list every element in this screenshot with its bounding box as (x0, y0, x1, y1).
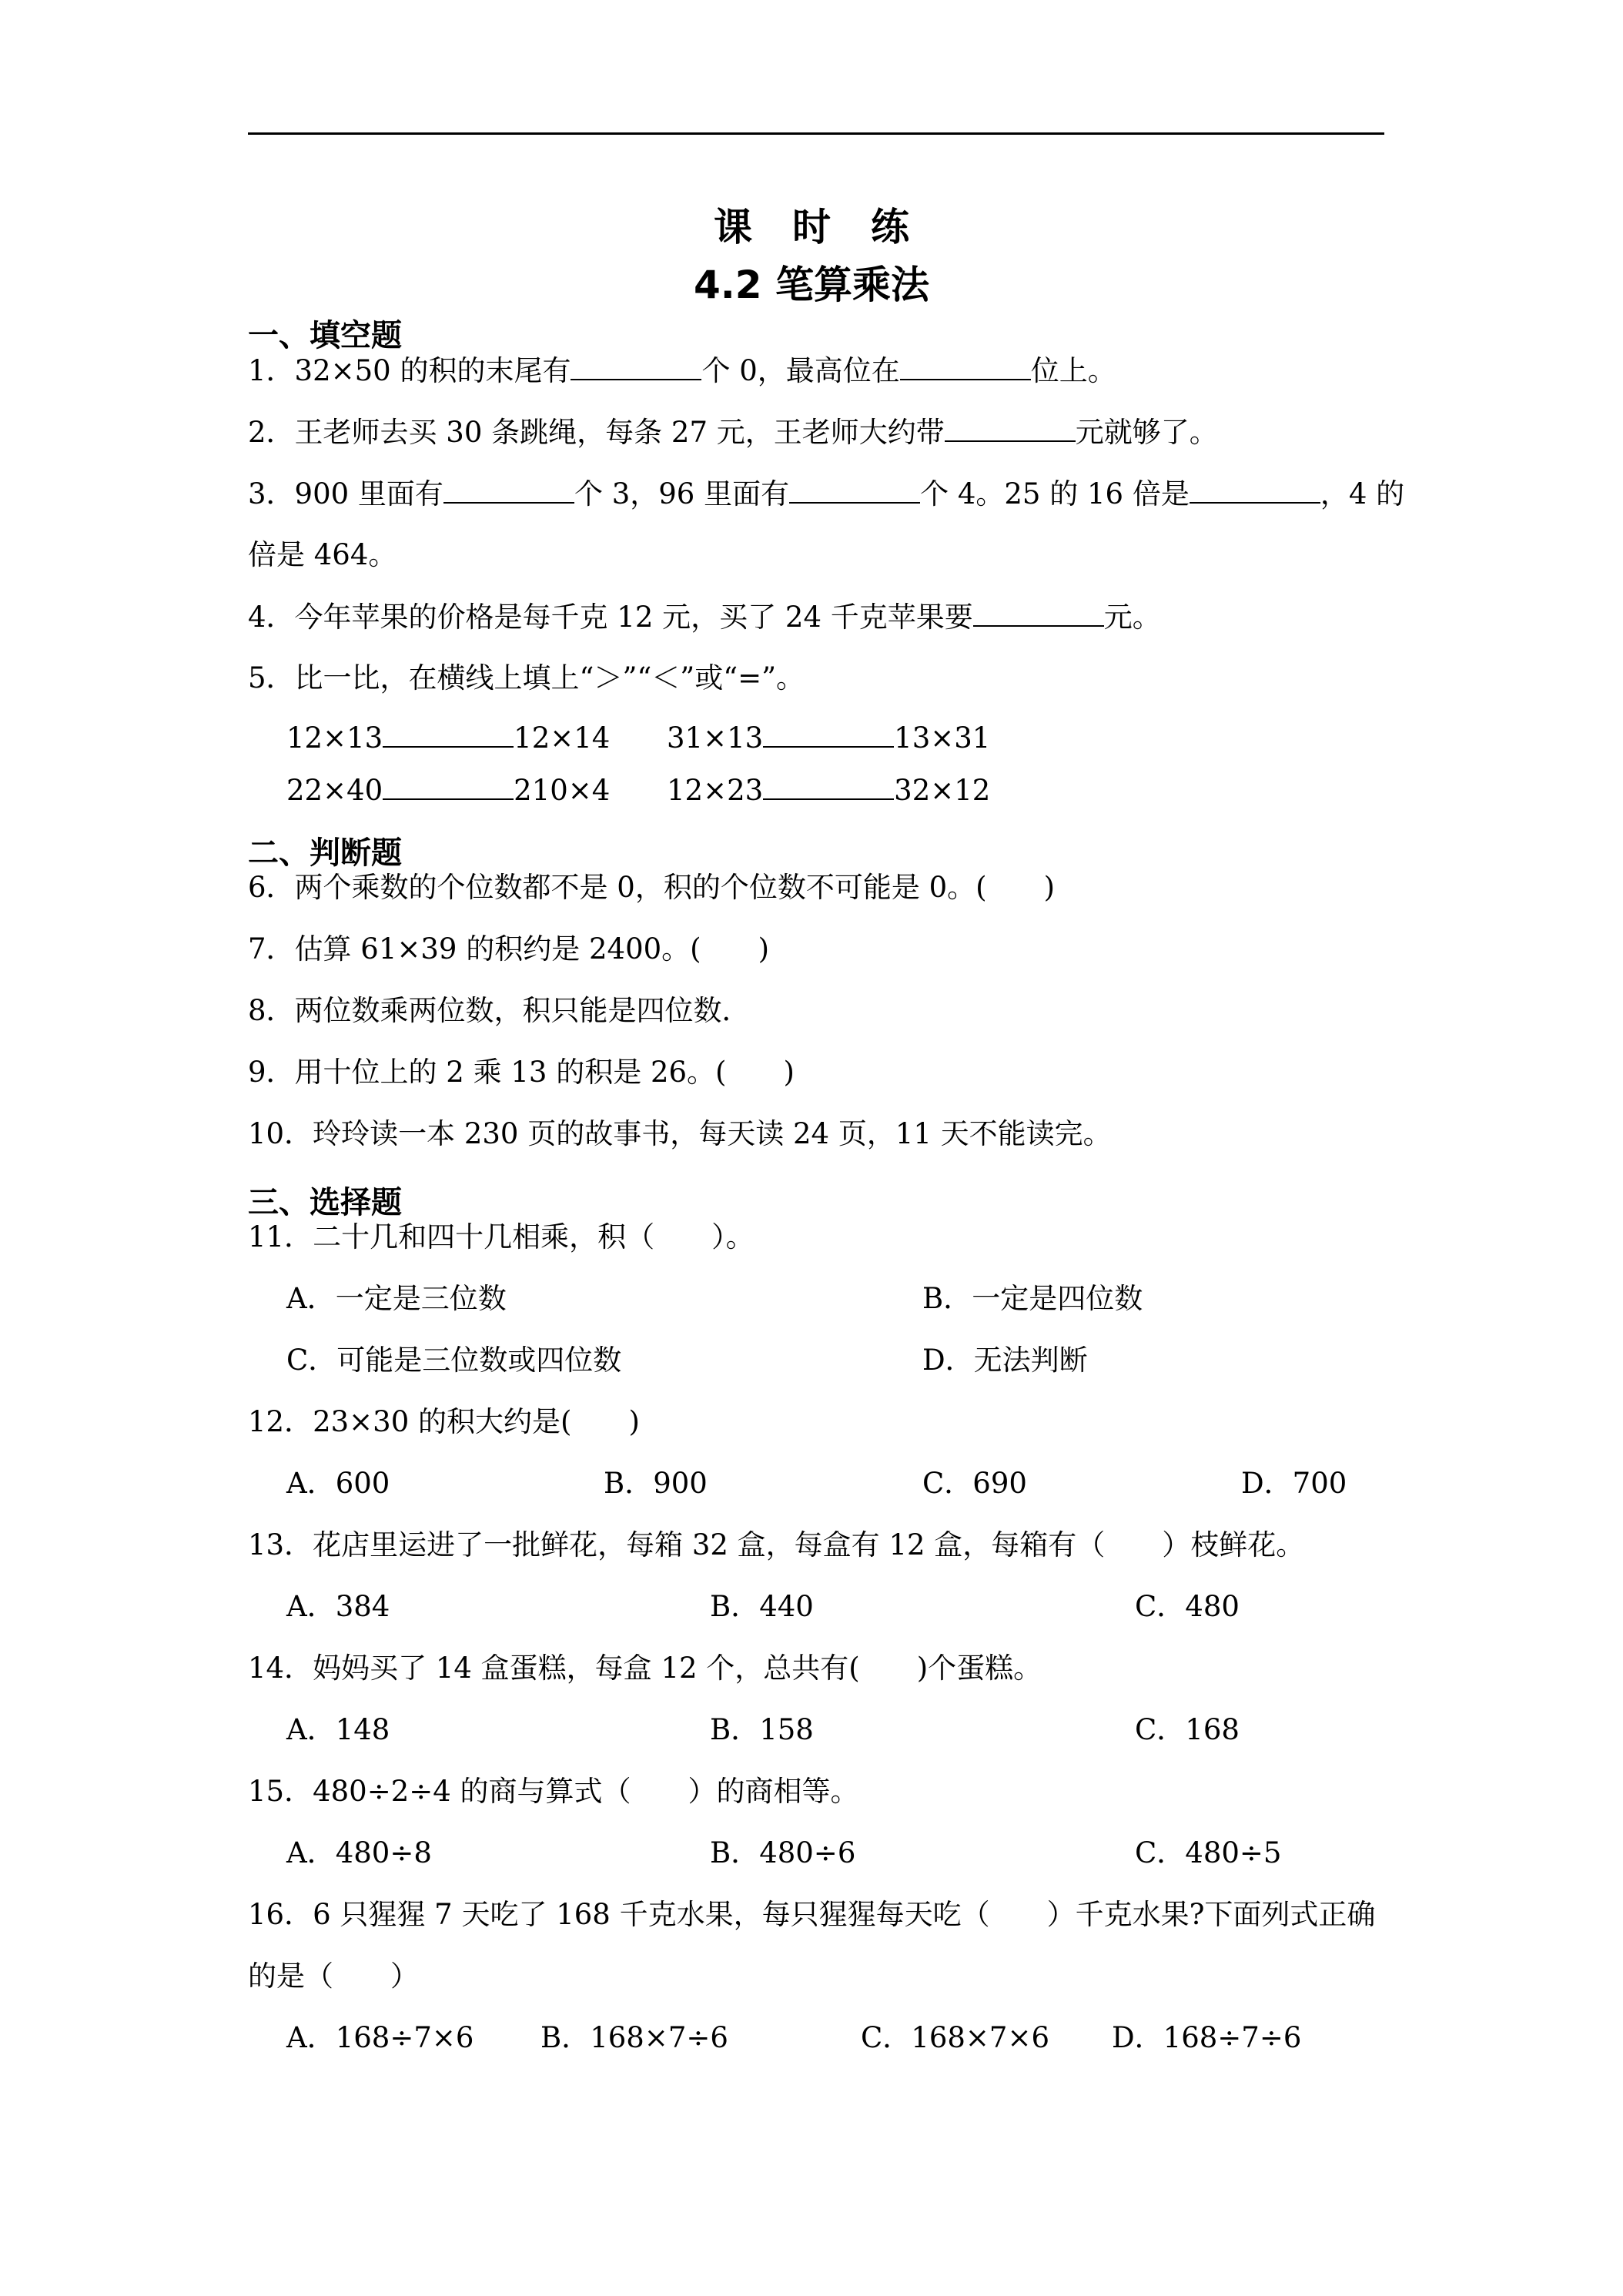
answer-blank[interactable] (443, 476, 574, 504)
compare-left: 22×40 (286, 774, 383, 807)
question-7: 7．估算 61×39 的积约是 2400。( ) (248, 932, 770, 966)
question-2 (248, 414, 1218, 450)
answer-blank[interactable] (763, 720, 894, 748)
option-c[interactable]: C．480 (1135, 1590, 1240, 1623)
answer-blank[interactable] (383, 772, 514, 800)
option-b[interactable]: B．480÷6 (710, 1836, 856, 1869)
question-text: 元就够了。 (1075, 416, 1218, 449)
page-title (0, 196, 1623, 252)
question-14: 14．妈妈买了 14 盒蛋糕，每盒 12 个，总共有( )个蛋糕。 (248, 1652, 1042, 1685)
option-a[interactable]: A．148 (286, 1713, 390, 1746)
question-3-cont: 倍是 464。 (248, 538, 397, 571)
option-c[interactable]: C．690 (922, 1467, 1027, 1500)
question-11: 11．二十几和四十几相乘，积（ ）。 (248, 1220, 755, 1253)
option-a[interactable]: A．一定是三位数 (286, 1282, 507, 1315)
compare-item (667, 772, 990, 808)
question-text: 个 3，96 里面有 (574, 477, 790, 510)
option-b[interactable]: B．158 (710, 1713, 814, 1746)
section-heading-fill: 一、填空题 (248, 318, 402, 353)
question-8: 8．两位数乘两位数，积只能是四位数． (248, 994, 751, 1027)
question-3 (248, 476, 1404, 512)
option-a[interactable]: A．384 (286, 1590, 390, 1623)
question-16-cont: 的是（ ） (248, 1960, 419, 1993)
question-text: 位上。 (1030, 354, 1116, 387)
question-text: 元。 (1103, 601, 1161, 634)
compare-right: 12×14 (514, 721, 611, 755)
title-char: 练 (871, 205, 909, 249)
answer-blank[interactable] (973, 599, 1104, 627)
option-d[interactable]: D．无法判断 (922, 1344, 1088, 1377)
option-a[interactable]: A．480÷8 (286, 1836, 432, 1869)
compare-right: 210×4 (514, 774, 611, 807)
answer-blank[interactable] (900, 353, 1031, 380)
question-text: 3．900 里面有 (248, 477, 443, 510)
question-12: 12．23×30 的积大约是( ) (248, 1405, 640, 1438)
page-subtitle: 4.2 笔算乘法 (694, 263, 929, 307)
option-a[interactable]: A．168÷7×6 (286, 2021, 474, 2054)
option-c[interactable]: C．480÷5 (1135, 1836, 1282, 1869)
option-b[interactable]: B．一定是四位数 (922, 1282, 1143, 1315)
option-b[interactable]: B．900 (604, 1467, 708, 1500)
question-text: 个 0，最高位在 (701, 354, 900, 387)
question-text: 2．王老师去买 30 条跳绳，每条 27 元，王老师大约带 (248, 416, 945, 449)
question-9: 9．用十位上的 2 乘 13 的积是 26。( ) (248, 1056, 795, 1089)
option-c[interactable]: C．168×7×6 (861, 2021, 1050, 2054)
title-char: 时 (792, 205, 831, 249)
question-1 (248, 353, 1116, 389)
option-b[interactable]: B．168×7÷6 (540, 2021, 728, 2054)
option-c[interactable]: C．可能是三位数或四位数 (286, 1344, 622, 1377)
compare-left: 12×23 (667, 774, 764, 807)
section-heading-choice: 三、选择题 (248, 1185, 402, 1220)
answer-blank[interactable] (571, 353, 701, 380)
compare-left: 31×13 (667, 721, 764, 755)
option-c[interactable]: C．168 (1135, 1713, 1240, 1746)
answer-blank[interactable] (383, 720, 514, 748)
option-d[interactable]: D．168÷7÷6 (1112, 2021, 1302, 2054)
answer-blank[interactable] (789, 476, 920, 504)
question-6: 6．两个乘数的个位数都不是 0，积的个位数不可能是 0。( ) (248, 871, 1056, 904)
answer-blank[interactable] (763, 772, 894, 800)
question-4 (248, 599, 1161, 635)
question-13: 13．花店里运进了一批鲜花，每箱 32 盒，每盒有 12 盒，每箱有（ ）枝鲜花。 (248, 1528, 1305, 1561)
question-text: 4．今年苹果的价格是每千克 12 元，买了 24 千克苹果要 (248, 601, 973, 634)
question-text: ，4 的 (1320, 477, 1405, 510)
option-b[interactable]: B．440 (710, 1590, 814, 1623)
section-heading-judge: 二、判断题 (248, 835, 402, 871)
question-text: 1．32×50 的积的末尾有 (248, 354, 571, 387)
title-char: 课 (714, 205, 752, 249)
compare-right: 13×31 (894, 721, 991, 755)
option-d[interactable]: D．700 (1241, 1467, 1347, 1500)
compare-item (286, 772, 610, 808)
question-text: 个 4。25 的 16 倍是 (920, 477, 1190, 510)
question-10: 10．玲玲读一本 230 页的故事书，每天读 24 页，11 天不能读完。 (248, 1117, 1112, 1150)
header-rule (248, 132, 1384, 135)
question-16: 16．6 只猩猩 7 天吃了 168 千克水果，每只猩猩每天吃（ ）千克水果?下面列式正确 (248, 1898, 1376, 1931)
answer-blank[interactable] (1190, 476, 1320, 504)
answer-blank[interactable] (945, 414, 1076, 442)
question-15: 15．480÷2÷4 的商与算式（ ）的商相等。 (248, 1775, 859, 1808)
compare-item (667, 720, 990, 756)
option-a[interactable]: A．600 (286, 1467, 390, 1500)
compare-item (286, 720, 610, 756)
compare-right: 32×12 (894, 774, 991, 807)
question-5: 5．比一比，在横线上填上“＞”“＜”或“=”。 (248, 661, 805, 694)
compare-left: 12×13 (286, 721, 383, 755)
